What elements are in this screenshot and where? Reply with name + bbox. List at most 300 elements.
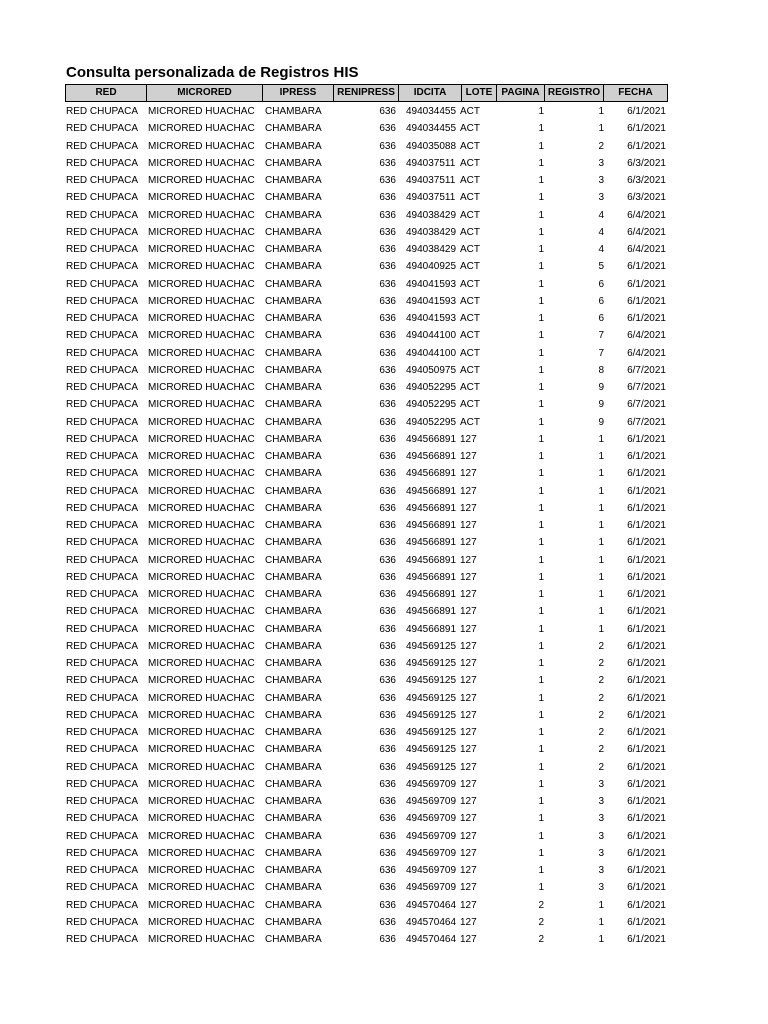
table-row — [0, 500, 768, 517]
cell-pagina: 1 — [538, 571, 544, 583]
cell-fecha: 6/1/2021 — [627, 830, 666, 842]
cell-microred: MICRORED HUACHAC — [148, 778, 255, 790]
cell-renipress: 636 — [379, 209, 396, 221]
cell-fecha: 6/1/2021 — [627, 692, 666, 704]
cell-ipress: CHAMBARA — [265, 295, 322, 307]
cell-renipress: 636 — [379, 261, 396, 273]
cell-renipress: 636 — [379, 157, 396, 169]
cell-renipress: 636 — [379, 589, 396, 600]
cell-renipress: 636 — [379, 709, 396, 721]
cell-ipress: CHAMBARA — [265, 899, 322, 911]
cell-registro: 3 — [598, 778, 604, 790]
cell-red: RED CHUPACA — [66, 520, 139, 531]
cell-ipress: CHAMBARA — [265, 589, 322, 600]
cell-red: RED CHUPACA — [66, 830, 139, 842]
cell-ipress: CHAMBARA — [265, 675, 322, 687]
cell-pagina: 1 — [538, 364, 544, 376]
cell-pagina: 1 — [538, 520, 544, 531]
cell-fecha: 6/4/2021 — [627, 347, 666, 359]
cell-lote: 127 — [460, 778, 477, 790]
cell-registro: 4 — [598, 226, 604, 238]
column-header-ipress: IPRESS — [262, 84, 334, 102]
cell-ipress: CHAMBARA — [265, 226, 322, 238]
cell-lote: 127 — [460, 692, 477, 704]
cell-registro: 3 — [598, 865, 604, 876]
cell-fecha: 6/1/2021 — [627, 106, 666, 117]
cell-microred: MICRORED HUACHAC — [148, 537, 255, 549]
cell-pagina: 1 — [538, 295, 544, 307]
report-title: Consulta personalizada de Registros HIS — [66, 64, 359, 81]
cell-registro: 3 — [598, 882, 604, 894]
cell-microred: MICRORED HUACHAC — [148, 209, 255, 221]
cell-lote: 127 — [460, 554, 477, 566]
cell-idcita: 494569125 — [406, 744, 457, 756]
cell-fecha: 6/1/2021 — [627, 589, 666, 600]
cell-red: RED CHUPACA — [66, 778, 139, 790]
cell-lote: ACT — [460, 313, 480, 324]
cell-registro: 1 — [598, 934, 604, 945]
cell-red: RED CHUPACA — [66, 364, 139, 376]
cell-fecha: 6/1/2021 — [627, 502, 666, 514]
cell-renipress: 636 — [379, 502, 396, 514]
cell-fecha: 6/1/2021 — [627, 865, 666, 876]
cell-registro: 6 — [598, 295, 604, 307]
cell-idcita: 494037511 — [406, 157, 456, 169]
cell-fecha: 6/1/2021 — [627, 140, 666, 152]
cell-renipress: 636 — [379, 295, 396, 307]
table-row — [0, 414, 768, 431]
cell-fecha: 6/1/2021 — [627, 675, 666, 687]
cell-ipress: CHAMBARA — [265, 934, 322, 945]
cell-lote: 127 — [460, 520, 477, 531]
cell-ipress: CHAMBARA — [265, 313, 322, 324]
cell-fecha: 6/1/2021 — [627, 451, 666, 462]
cell-renipress: 636 — [379, 554, 396, 566]
cell-microred: MICRORED HUACHAC — [148, 123, 255, 135]
table-row — [0, 914, 768, 931]
cell-lote: 127 — [460, 727, 477, 738]
cell-ipress: CHAMBARA — [265, 537, 322, 549]
cell-pagina: 1 — [538, 244, 544, 255]
cell-ipress: CHAMBARA — [265, 433, 322, 445]
table-row — [0, 672, 768, 689]
table-row — [0, 569, 768, 586]
cell-registro: 2 — [598, 140, 604, 152]
cell-idcita: 494034455 — [406, 123, 457, 135]
cell-renipress: 636 — [379, 140, 396, 152]
cell-pagina: 1 — [538, 692, 544, 704]
cell-idcita: 494569125 — [406, 727, 457, 738]
cell-red: RED CHUPACA — [66, 813, 139, 825]
cell-red: RED CHUPACA — [66, 502, 139, 514]
cell-microred: MICRORED HUACHAC — [148, 468, 255, 480]
cell-fecha: 6/1/2021 — [627, 813, 666, 825]
cell-microred: MICRORED HUACHAC — [148, 554, 255, 566]
cell-pagina: 2 — [538, 916, 544, 928]
table-row — [0, 483, 768, 500]
cell-idcita: 494569709 — [406, 830, 457, 842]
cell-fecha: 6/3/2021 — [627, 157, 666, 169]
cell-pagina: 1 — [538, 675, 544, 687]
cell-idcita: 494569709 — [406, 882, 457, 894]
cell-pagina: 2 — [538, 934, 544, 945]
cell-registro: 2 — [598, 744, 604, 756]
cell-microred: MICRORED HUACHAC — [148, 295, 255, 307]
cell-microred: MICRORED HUACHAC — [148, 847, 255, 859]
cell-fecha: 6/1/2021 — [627, 761, 666, 773]
cell-registro: 6 — [598, 278, 604, 290]
cell-fecha: 6/1/2021 — [627, 744, 666, 756]
cell-registro: 9 — [598, 416, 604, 428]
cell-pagina: 1 — [538, 313, 544, 324]
column-header-registro: REGISTRO — [544, 84, 604, 102]
cell-registro: 3 — [598, 847, 604, 859]
table-row — [0, 517, 768, 534]
cell-pagina: 1 — [538, 865, 544, 876]
cell-red: RED CHUPACA — [66, 589, 139, 600]
cell-registro: 6 — [598, 313, 604, 324]
cell-idcita: 494041593 — [406, 278, 457, 290]
table-row — [0, 552, 768, 569]
cell-pagina: 1 — [538, 709, 544, 721]
cell-fecha: 6/1/2021 — [627, 123, 666, 135]
cell-idcita: 494566891 — [406, 606, 457, 618]
cell-pagina: 1 — [538, 468, 544, 480]
cell-fecha: 6/1/2021 — [627, 778, 666, 790]
cell-lote: ACT — [460, 347, 480, 359]
cell-renipress: 636 — [379, 640, 396, 652]
cell-ipress: CHAMBARA — [265, 796, 322, 807]
table-row — [0, 810, 768, 827]
cell-red: RED CHUPACA — [66, 709, 139, 721]
cell-fecha: 6/1/2021 — [627, 882, 666, 894]
cell-ipress: CHAMBARA — [265, 451, 322, 462]
cell-idcita: 494034455 — [406, 106, 457, 117]
cell-fecha: 6/1/2021 — [627, 640, 666, 652]
cell-registro: 1 — [598, 468, 604, 480]
cell-microred: MICRORED HUACHAC — [148, 347, 255, 359]
cell-idcita: 494566891 — [406, 623, 457, 635]
cell-fecha: 6/7/2021 — [627, 382, 666, 393]
cell-red: RED CHUPACA — [66, 675, 139, 687]
cell-ipress: CHAMBARA — [265, 761, 322, 773]
cell-red: RED CHUPACA — [66, 554, 139, 566]
cell-renipress: 636 — [379, 778, 396, 790]
cell-microred: MICRORED HUACHAC — [148, 606, 255, 618]
cell-renipress: 636 — [379, 520, 396, 531]
cell-registro: 8 — [598, 364, 604, 376]
table-row — [0, 724, 768, 741]
cell-microred: MICRORED HUACHAC — [148, 416, 255, 428]
cell-registro: 2 — [598, 675, 604, 687]
cell-lote: 127 — [460, 502, 477, 514]
cell-lote: 127 — [460, 899, 477, 911]
cell-ipress: CHAMBARA — [265, 778, 322, 790]
cell-renipress: 636 — [379, 123, 396, 135]
cell-ipress: CHAMBARA — [265, 830, 322, 842]
cell-fecha: 6/1/2021 — [627, 847, 666, 859]
cell-fecha: 6/4/2021 — [627, 330, 666, 342]
table-row — [0, 707, 768, 724]
cell-pagina: 1 — [538, 261, 544, 273]
cell-fecha: 6/1/2021 — [627, 278, 666, 290]
cell-fecha: 6/1/2021 — [627, 261, 666, 273]
cell-registro: 1 — [598, 502, 604, 514]
cell-red: RED CHUPACA — [66, 623, 139, 635]
cell-renipress: 636 — [379, 313, 396, 324]
cell-red: RED CHUPACA — [66, 123, 139, 135]
cell-fecha: 6/1/2021 — [627, 520, 666, 531]
cell-renipress: 636 — [379, 761, 396, 773]
column-header-microred: MICRORED — [146, 84, 263, 102]
cell-idcita: 494569709 — [406, 847, 457, 859]
cell-ipress: CHAMBARA — [265, 347, 322, 359]
cell-pagina: 1 — [538, 623, 544, 635]
cell-idcita: 494566891 — [406, 589, 457, 600]
cell-registro: 1 — [598, 571, 604, 583]
cell-microred: MICRORED HUACHAC — [148, 520, 255, 531]
cell-fecha: 6/1/2021 — [627, 658, 666, 669]
cell-ipress: CHAMBARA — [265, 571, 322, 583]
cell-lote: ACT — [460, 140, 480, 152]
cell-fecha: 6/7/2021 — [627, 416, 666, 428]
cell-lote: ACT — [460, 382, 480, 393]
table-row — [0, 241, 768, 258]
cell-pagina: 1 — [538, 192, 544, 204]
cell-red: RED CHUPACA — [66, 295, 139, 307]
cell-registro: 1 — [598, 623, 604, 635]
cell-idcita: 494569125 — [406, 675, 457, 687]
cell-pagina: 1 — [538, 554, 544, 566]
cell-renipress: 636 — [379, 433, 396, 445]
cell-lote: 127 — [460, 865, 477, 876]
cell-registro: 5 — [598, 261, 604, 273]
table-row — [0, 293, 768, 310]
cell-idcita: 494566891 — [406, 554, 457, 566]
cell-idcita: 494569125 — [406, 640, 457, 652]
cell-red: RED CHUPACA — [66, 727, 139, 738]
table-row — [0, 741, 768, 758]
cell-red: RED CHUPACA — [66, 882, 139, 894]
table-row — [0, 224, 768, 241]
cell-renipress: 636 — [379, 623, 396, 635]
cell-registro: 3 — [598, 157, 604, 169]
cell-ipress: CHAMBARA — [265, 640, 322, 652]
cell-registro: 1 — [598, 451, 604, 462]
cell-idcita: 494566891 — [406, 485, 457, 497]
cell-idcita: 494566891 — [406, 520, 457, 531]
cell-fecha: 6/1/2021 — [627, 433, 666, 445]
cell-lote: ACT — [460, 157, 480, 169]
cell-idcita: 494035088 — [406, 140, 457, 152]
cell-pagina: 1 — [538, 140, 544, 152]
cell-renipress: 636 — [379, 244, 396, 255]
cell-pagina: 1 — [538, 658, 544, 669]
cell-fecha: 6/1/2021 — [627, 709, 666, 721]
cell-microred: MICRORED HUACHAC — [148, 727, 255, 738]
table-row — [0, 345, 768, 362]
cell-red: RED CHUPACA — [66, 744, 139, 756]
cell-ipress: CHAMBARA — [265, 399, 322, 411]
cell-lote: 127 — [460, 485, 477, 497]
cell-red: RED CHUPACA — [66, 571, 139, 583]
cell-fecha: 6/1/2021 — [627, 537, 666, 549]
table-row — [0, 379, 768, 396]
cell-pagina: 1 — [538, 399, 544, 411]
cell-registro: 2 — [598, 640, 604, 652]
cell-red: RED CHUPACA — [66, 330, 139, 342]
cell-ipress: CHAMBARA — [265, 502, 322, 514]
cell-ipress: CHAMBARA — [265, 209, 322, 221]
cell-microred: MICRORED HUACHAC — [148, 330, 255, 342]
cell-registro: 9 — [598, 382, 604, 393]
cell-registro: 1 — [598, 123, 604, 135]
table-row — [0, 655, 768, 672]
cell-red: RED CHUPACA — [66, 796, 139, 807]
cell-red: RED CHUPACA — [66, 157, 139, 169]
cell-pagina: 2 — [538, 899, 544, 911]
cell-lote: 127 — [460, 571, 477, 583]
cell-renipress: 636 — [379, 882, 396, 894]
cell-registro: 7 — [598, 347, 604, 359]
cell-lote: 127 — [460, 934, 477, 945]
cell-renipress: 636 — [379, 382, 396, 393]
cell-ipress: CHAMBARA — [265, 330, 322, 342]
cell-lote: 127 — [460, 606, 477, 618]
cell-lote: ACT — [460, 192, 480, 204]
cell-lote: 127 — [460, 709, 477, 721]
table-row — [0, 362, 768, 379]
cell-pagina: 1 — [538, 778, 544, 790]
cell-idcita: 494566891 — [406, 502, 457, 514]
cell-ipress: CHAMBARA — [265, 382, 322, 393]
cell-pagina: 1 — [538, 847, 544, 859]
cell-microred: MICRORED HUACHAC — [148, 589, 255, 600]
cell-lote: ACT — [460, 175, 480, 186]
cell-registro: 1 — [598, 899, 604, 911]
cell-renipress: 636 — [379, 485, 396, 497]
table-row — [0, 465, 768, 482]
table-row — [0, 120, 768, 137]
cell-red: RED CHUPACA — [66, 278, 139, 290]
cell-renipress: 636 — [379, 934, 396, 945]
cell-microred: MICRORED HUACHAC — [148, 675, 255, 687]
cell-microred: MICRORED HUACHAC — [148, 433, 255, 445]
cell-microred: MICRORED HUACHAC — [148, 830, 255, 842]
cell-microred: MICRORED HUACHAC — [148, 192, 255, 204]
cell-ipress: CHAMBARA — [265, 554, 322, 566]
cell-renipress: 636 — [379, 865, 396, 876]
cell-pagina: 1 — [538, 882, 544, 894]
cell-renipress: 636 — [379, 175, 396, 186]
cell-pagina: 1 — [538, 606, 544, 618]
cell-ipress: CHAMBARA — [265, 623, 322, 635]
cell-microred: MICRORED HUACHAC — [148, 761, 255, 773]
cell-idcita: 494038429 — [406, 209, 457, 221]
table-row — [0, 828, 768, 845]
cell-pagina: 1 — [538, 727, 544, 738]
cell-ipress: CHAMBARA — [265, 692, 322, 704]
cell-renipress: 636 — [379, 364, 396, 376]
cell-registro: 1 — [598, 589, 604, 600]
cell-fecha: 6/1/2021 — [627, 554, 666, 566]
cell-renipress: 636 — [379, 106, 396, 117]
table-row — [0, 586, 768, 603]
cell-lote: ACT — [460, 123, 480, 135]
cell-renipress: 636 — [379, 468, 396, 480]
cell-lote: 127 — [460, 882, 477, 894]
cell-ipress: CHAMBARA — [265, 520, 322, 531]
cell-lote: 127 — [460, 796, 477, 807]
cell-idcita: 494570464 — [406, 899, 457, 911]
cell-lote: 127 — [460, 813, 477, 825]
cell-red: RED CHUPACA — [66, 485, 139, 497]
cell-idcita: 494569709 — [406, 865, 457, 876]
table-row — [0, 897, 768, 914]
cell-red: RED CHUPACA — [66, 761, 139, 773]
cell-ipress: CHAMBARA — [265, 916, 322, 928]
cell-fecha: 6/1/2021 — [627, 916, 666, 928]
table-row — [0, 862, 768, 879]
cell-lote: 127 — [460, 658, 477, 669]
cell-ipress: CHAMBARA — [265, 606, 322, 618]
cell-idcita: 494037511 — [406, 175, 456, 186]
cell-pagina: 1 — [538, 226, 544, 238]
cell-microred: MICRORED HUACHAC — [148, 399, 255, 411]
cell-fecha: 6/3/2021 — [627, 175, 666, 186]
cell-lote: ACT — [460, 330, 480, 342]
cell-microred: MICRORED HUACHAC — [148, 934, 255, 945]
cell-ipress: CHAMBARA — [265, 106, 322, 117]
cell-lote: 127 — [460, 761, 477, 773]
cell-registro: 1 — [598, 520, 604, 531]
cell-pagina: 1 — [538, 382, 544, 393]
cell-red: RED CHUPACA — [66, 192, 139, 204]
cell-ipress: CHAMBARA — [265, 744, 322, 756]
cell-microred: MICRORED HUACHAC — [148, 451, 255, 462]
cell-registro: 3 — [598, 796, 604, 807]
cell-lote: ACT — [460, 244, 480, 255]
cell-pagina: 1 — [538, 640, 544, 652]
cell-ipress: CHAMBARA — [265, 123, 322, 135]
cell-microred: MICRORED HUACHAC — [148, 899, 255, 911]
cell-lote: 127 — [460, 537, 477, 549]
cell-microred: MICRORED HUACHAC — [148, 813, 255, 825]
table-header — [65, 84, 668, 102]
cell-idcita: 494044100 — [406, 347, 457, 359]
cell-registro: 3 — [598, 192, 604, 204]
cell-pagina: 1 — [538, 451, 544, 462]
cell-renipress: 636 — [379, 416, 396, 428]
cell-ipress: CHAMBARA — [265, 244, 322, 255]
cell-fecha: 6/1/2021 — [627, 934, 666, 945]
cell-renipress: 636 — [379, 727, 396, 738]
cell-renipress: 636 — [379, 847, 396, 859]
cell-registro: 1 — [598, 106, 604, 117]
cell-lote: 127 — [460, 468, 477, 480]
cell-idcita: 494569709 — [406, 778, 457, 790]
cell-registro: 4 — [598, 244, 604, 255]
cell-pagina: 1 — [538, 502, 544, 514]
cell-fecha: 6/4/2021 — [627, 209, 666, 221]
cell-ipress: CHAMBARA — [265, 261, 322, 273]
cell-microred: MICRORED HUACHAC — [148, 106, 255, 117]
cell-renipress: 636 — [379, 537, 396, 549]
cell-red: RED CHUPACA — [66, 606, 139, 618]
cell-registro: 1 — [598, 537, 604, 549]
cell-pagina: 1 — [538, 485, 544, 497]
cell-microred: MICRORED HUACHAC — [148, 571, 255, 583]
